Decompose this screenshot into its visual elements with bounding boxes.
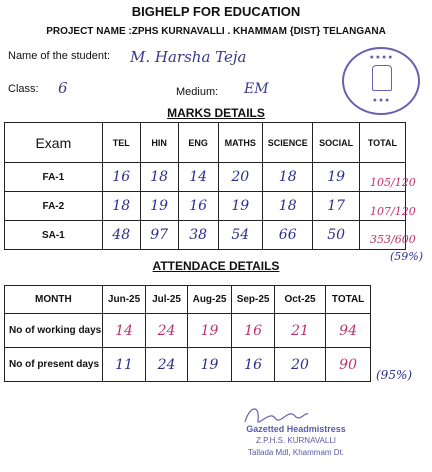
score-cell: 19 [313,163,359,192]
score-cell: 97 [140,221,178,250]
attendance-cell: 16 [232,314,275,348]
attendance-title: ATTENDACE DETAILS [152,259,280,273]
score-cell: 19 [140,192,178,221]
col-header-exam: Exam [5,123,103,163]
attendance-percent-note: (95%) [376,368,413,382]
attendance-cell: 16 [232,348,275,382]
score-cell: 54 [218,221,262,250]
attendance-total-cell: 90 [326,348,371,382]
marks-table [4,122,406,250]
seal-text-top: ● ● ● ● [369,54,393,61]
attendance-table [4,285,371,382]
row-label-present-days: No of present days [5,348,103,382]
col-header-sep: Sep-25 [232,286,275,314]
score-cell: 20 [218,163,262,192]
attendance-cell: 19 [187,348,232,382]
medium-value: EM [244,81,269,97]
attendance-cell: 20 [274,348,325,382]
col-header-science: SCIENCE [262,123,312,163]
org-title: BIGHELP FOR EDUCATION [131,4,301,19]
col-header-hin: HIN [140,123,178,163]
marks-title: MARKS DETAILS [167,106,265,120]
table-row [5,348,371,382]
school-seal [342,47,420,115]
exam-name: SA-1 [5,221,103,250]
attendance-cell: 14 [102,314,146,348]
col-header-month: MONTH [5,286,103,314]
table-row [5,314,371,348]
sa1-total-note: 353/600 [370,233,416,246]
table-row [5,192,406,221]
attendance-cell: 11 [102,348,146,382]
table-row [5,163,406,192]
medium-label: Medium: [176,86,219,98]
project-title: PROJECT NAME :ZPHS KURNAVALLI . KHAMMAM {DIST} TELANGANA [46,26,386,37]
attendance-cell: 19 [187,314,232,348]
marks-percent-note: (59%) [390,250,424,263]
col-header-oct: Oct-25 [274,286,325,314]
exam-name: FA-1 [5,163,103,192]
attendance-cell: 24 [146,348,187,382]
score-cell: 16 [102,163,140,192]
col-header-aug: Aug-25 [187,286,232,314]
emblem-icon [372,65,392,91]
marks-header-row [5,123,406,163]
fa1-total-note: 105/120 [370,176,416,189]
score-cell: 18 [102,192,140,221]
table-row [5,221,406,250]
student-name-label: Name of the student: [8,50,111,62]
score-cell: 18 [262,163,312,192]
score-cell: 16 [178,192,218,221]
col-header-social: SOCIAL [313,123,359,163]
col-header-maths: MATHS [218,123,262,163]
stamp-line-1: Gazetted Headmistress [246,424,346,434]
attendance-total-cell: 94 [326,314,371,348]
student-name-value: M. Harsha Teja [130,48,247,66]
score-cell: 17 [313,192,359,221]
score-cell: 18 [140,163,178,192]
score-cell: 14 [178,163,218,192]
seal-text-bottom: ● ● ● [372,97,390,104]
col-header-eng: ENG [178,123,218,163]
score-cell: 19 [218,192,262,221]
attendance-header-row [5,286,371,314]
col-header-total: TOTAL [359,123,405,163]
attendance-cell: 21 [274,314,325,348]
class-label: Class: [8,83,39,95]
attendance-cell: 24 [146,314,187,348]
score-cell: 48 [102,221,140,250]
score-cell: 66 [262,221,312,250]
col-header-jun: Jun-25 [102,286,146,314]
col-header-att-total: TOTAL [326,286,371,314]
score-cell: 38 [178,221,218,250]
row-label-working-days: No of working days [5,314,103,348]
class-value: 6 [58,79,68,97]
col-header-jul: Jul-25 [146,286,187,314]
score-cell: 18 [262,192,312,221]
score-cell: 50 [313,221,359,250]
col-header-tel: TEL [102,123,140,163]
stamp-line-3: Tallada Mdl, Khammam Dt. [247,448,345,457]
fa2-total-note: 107/120 [370,205,416,218]
exam-name: FA-2 [5,192,103,221]
stamp-line-2: Z.P.H.S. KURNAVALLI [255,436,337,445]
